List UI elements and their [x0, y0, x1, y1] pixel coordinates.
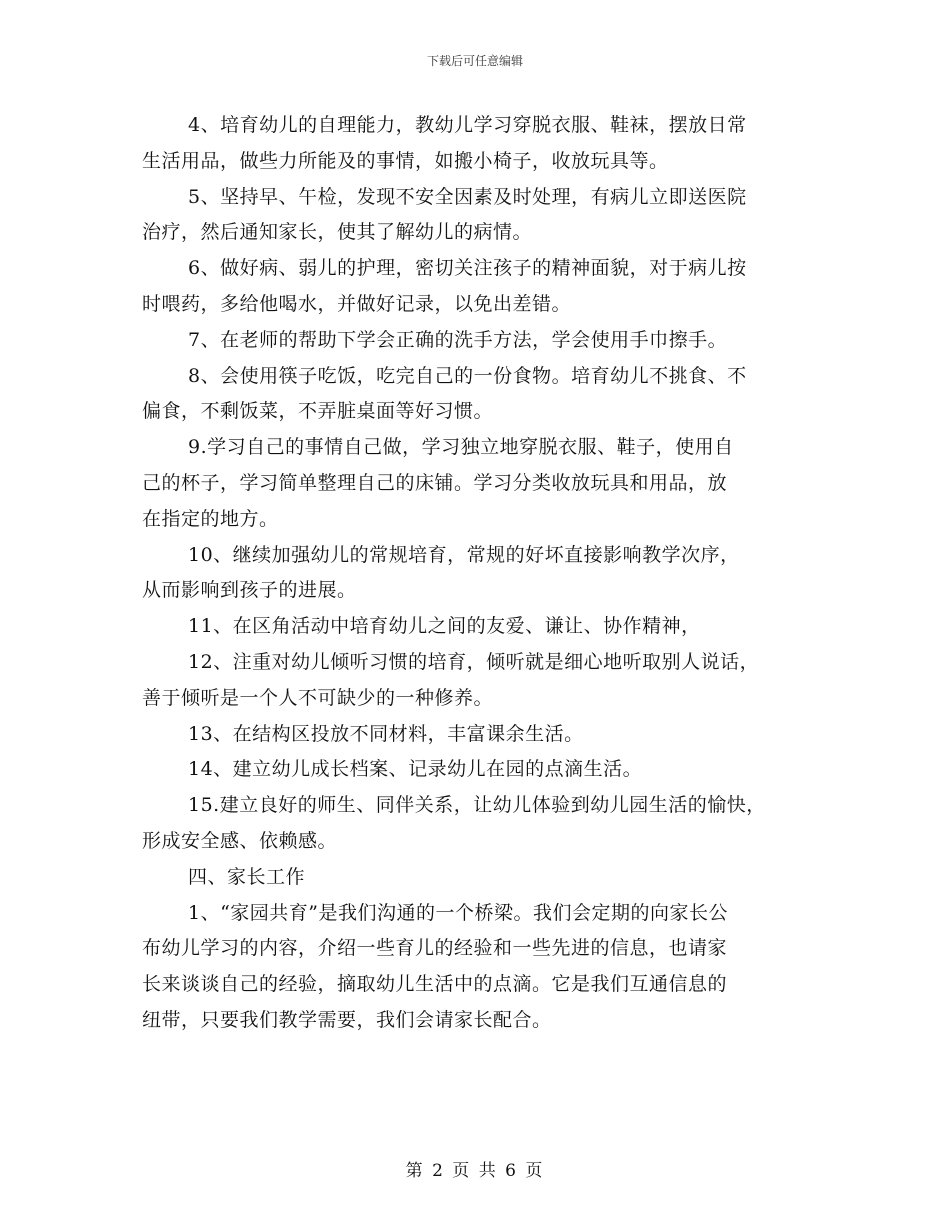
text-line: 7、在老师的帮助下学会正确的洗手方法，学会使用手巾擦手。 [188, 328, 728, 351]
text-line: 己的杯子，学习简单整理自己的床铺。学习分类收放玩具和用品，放 [142, 471, 728, 494]
text-line: 生活用品，做些力所能及的事情，如搬小椅子，收放玩具等。 [142, 149, 669, 172]
text-line: 8、会使用筷子吃饭，吃完自己的一份食物。培育幼儿不挑食、不 [188, 364, 747, 387]
text-line: 布幼儿学习的内容，介绍一些育儿的经验和一些先进的信息，也请家 [142, 937, 728, 960]
document-body [142, 108, 832, 1039]
page-header: 下载后可任意编辑 [426, 54, 523, 68]
text-line: 10、继续加强幼儿的常规培育，常规的好坏直接影响教学次序， [188, 543, 740, 566]
text-line: 善于倾听是一个人不可缺少的一种修养。 [142, 686, 494, 709]
text-line: 在指定的地方。 [142, 507, 279, 530]
text-line: 4、培育幼儿的自理能力，教幼儿学习穿脱衣服、鞋袜，摆放日常 [188, 114, 747, 136]
text-line: 12、注重对幼儿倾听习惯的培育，倾听就是细心地听取别人说话， [188, 650, 760, 673]
text-line: 14、建立幼儿成长档案、记录幼儿在园的点滴生活。 [188, 758, 643, 781]
text-line: 治疗，然后通知家长，使其了解幼儿的病情。 [142, 221, 533, 244]
page-footer: 第 2 页 共 6 页 [405, 1161, 545, 1181]
text-line: 四、家长工作 [188, 865, 306, 888]
text-line: 时喂药，多给他喝水，并做好记录，以免出差错。 [142, 292, 572, 315]
text-line: 偏食，不剩饭菜，不弄脏桌面等好习惯。 [142, 400, 494, 423]
text-line: 从而影响到孩子的进展。 [142, 579, 357, 602]
text-line: 6、做好病、弱儿的护理，密切关注孩子的精神面貌，对于病儿按 [188, 257, 747, 280]
text-line: 9.学习自己的事情自己做，学习独立地穿脱衣服、鞋子，使用自 [188, 436, 734, 459]
text-line: 纽带，只要我们教学需要，我们会请家长配合。 [142, 1008, 552, 1031]
text-line: 5、坚持早、午检，发现不安全因素及时处理，有病儿立即送医院 [188, 185, 747, 208]
text-line: 15.建立良好的师生、同伴关系，让幼儿体验到幼儿园生活的愉快， [188, 794, 766, 817]
text-line: 形成安全感、依赖感。 [142, 829, 338, 852]
text-line: 13、在结构区投放不同材料，丰富课余生活。 [188, 722, 584, 745]
text-line: 1、“家园共育”是我们沟通的一个桥梁。我们会定期的向家长公 [188, 901, 729, 924]
text-line: 11、在区角活动中培育幼儿之间的友爱、谦让、协作精神， [188, 615, 701, 638]
text-line: 长来谈谈自己的经验，摘取幼儿生活中的点滴。它是我们互通信息的 [142, 973, 728, 996]
